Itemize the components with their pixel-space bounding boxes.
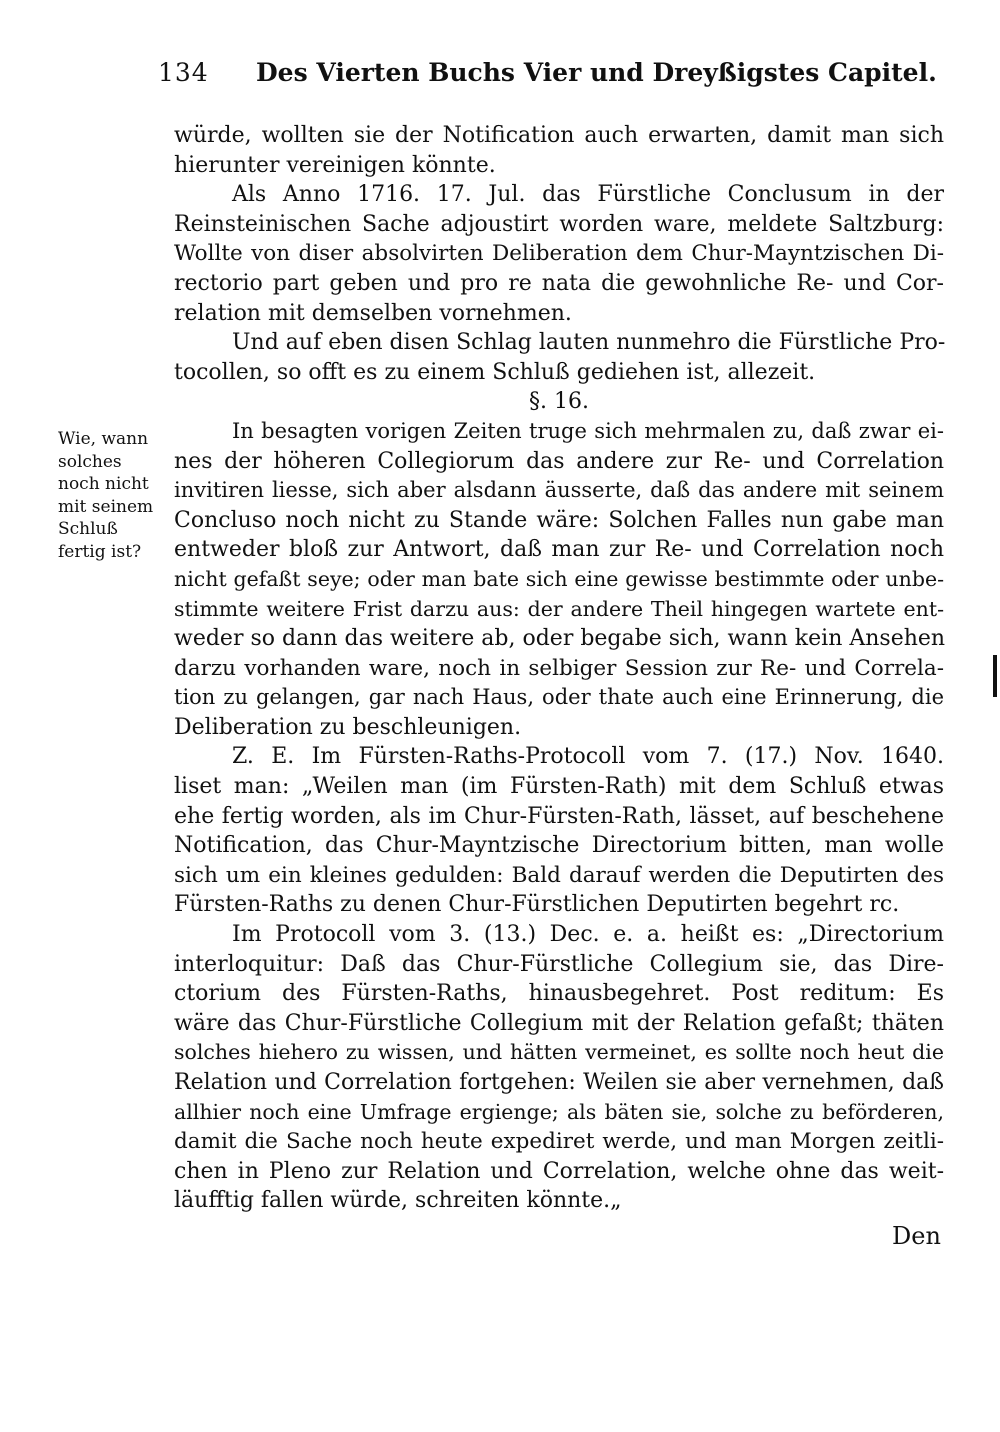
text-line: interloquitur: Daß das Chur-Fürstliche Collegium sie, das Dire- <box>174 951 944 977</box>
text-line: allhier noch eine Umfrage ergienge; als bäten sie, solche zu beförderen, <box>174 1099 944 1124</box>
text-line: Z. E. Im Fürsten-Raths-Protocoll vom 7. (17.) Nov. 1640. <box>232 744 944 770</box>
text-line: sich um ein kleines gedulden: Bald darauf werden die Deputirten des <box>174 862 944 888</box>
text-line: tion zu gelangen, gar nach Haus, oder thate auch eine Erinnerung, die <box>174 685 944 710</box>
text-line: läufftig fallen würde, schreiten könnte.„ <box>174 1188 622 1214</box>
text-line: entweder bloß zur Antwort, daß man zur Re- und Correlation noch <box>174 537 944 563</box>
text-line: Reinsteinischen Sache adjoustirt worden ware, meldete Saltzburg: <box>174 211 944 237</box>
margin-note-line: noch nicht <box>58 474 149 494</box>
margin-note <box>58 428 166 563</box>
margin-note-line: solches <box>58 451 122 472</box>
text-line: Concluso noch nicht zu Stande wäre: Solchen Falles nun gabe man <box>174 507 944 533</box>
text-line: invitiren liesse, sich aber alsdann äusserte, daß das andere mit seinem <box>174 478 944 503</box>
text-line: Im Protocoll vom 3. (13.) Dec. e. a. heißt es: „Directorium <box>232 922 944 948</box>
text-line: Relation und Correlation fortgehen: Weilen sie aber vernehmen, daß <box>174 1070 944 1095</box>
section-number: §. 16. <box>529 389 589 415</box>
text-line: Und auf eben disen Schlag lauten nunmehro die Fürstliche Pro- <box>232 330 946 356</box>
text-line: ehe fertig worden, als im Chur-Fürsten-Rath, lässet, auf beschehene <box>174 803 944 829</box>
text-line: darzu vorhanden ware, noch in selbiger Session zur Re- und Correla- <box>174 655 944 681</box>
margin-note-line: Schluß <box>58 519 118 539</box>
text-line: stimmte weitere Frist darzu aus: der andere Theil hingegen wartete ent- <box>174 596 944 621</box>
catchword: Den <box>892 1222 941 1250</box>
text-line: chen in Pleno zur Relation und Correlation, welche ohne das weit- <box>174 1158 944 1184</box>
text-line: hierunter vereinigen könnte. <box>174 152 496 178</box>
margin-note-line: mit seinem <box>58 496 154 517</box>
margin-note-line: fertig ist? <box>58 541 142 562</box>
text-line: solches hiehero zu wissen, und hätten vermeinet, es sollte noch heut die <box>174 1040 944 1065</box>
text-line: nicht gefaßt seye; oder man bate sich eine gewisse bestimmte oder unbe- <box>174 566 944 591</box>
page-edge-mark <box>993 655 997 697</box>
text-line: tocollen, so offt es zu einem Schluß gediehen ist, allezeit. <box>174 359 816 385</box>
text-line: Wollte von diser absolvirten Deliberation dem Chur-Mayntzischen Di- <box>174 241 944 267</box>
text-line: liset man: „Weilen man (im Fürsten-Rath) mit dem Schluß etwas <box>174 774 944 800</box>
text-line: Deliberation zu beschleunigen. <box>174 714 522 740</box>
text-line: Fürsten-Raths zu denen Chur-Fürstlichen Deputirten begehrt rc. <box>174 892 900 918</box>
text-line: damit die Sache noch heute expediret werde, und man Morgen zeitli- <box>174 1129 944 1155</box>
page-number: 134 <box>158 58 209 87</box>
text-line: relation mit demselben vornehmen. <box>174 300 572 326</box>
text-line: ctorium des Fürsten-Raths, hinausbegehret. Post reditum: Es <box>174 981 944 1007</box>
margin-note-line: Wie, wann <box>58 429 149 449</box>
text-line: Notification, das Chur-Mayntzische Directorium bitten, man wolle <box>174 833 944 859</box>
text-line: Als Anno 1716. 17. Jul. das Fürstliche Conclusum in der <box>232 182 944 208</box>
text-line: nes der höheren Collegiorum das andere zur Re- und Correlation <box>174 448 944 474</box>
running-title: Des Vierten Buchs Vier und Dreyßigstes Capitel. <box>256 58 937 87</box>
text-line: rectorio part geben und pro re nata die gewohnliche Re- und Cor- <box>174 270 944 296</box>
text-line: In besagten vorigen Zeiten truge sich mehrmalen zu, daß zwar ei- <box>232 418 944 443</box>
text-line: weder so dann das weitere ab, oder begabe sich, wann kein Ansehen <box>174 626 946 652</box>
text-line: wäre das Chur-Fürstliche Collegium mit der Relation gefaßt; thäten <box>174 1010 944 1036</box>
text-line: würde, wollten sie der Notification auch erwarten, damit man sich <box>174 123 944 148</box>
body-text <box>174 121 944 1216</box>
page-header <box>158 58 938 98</box>
